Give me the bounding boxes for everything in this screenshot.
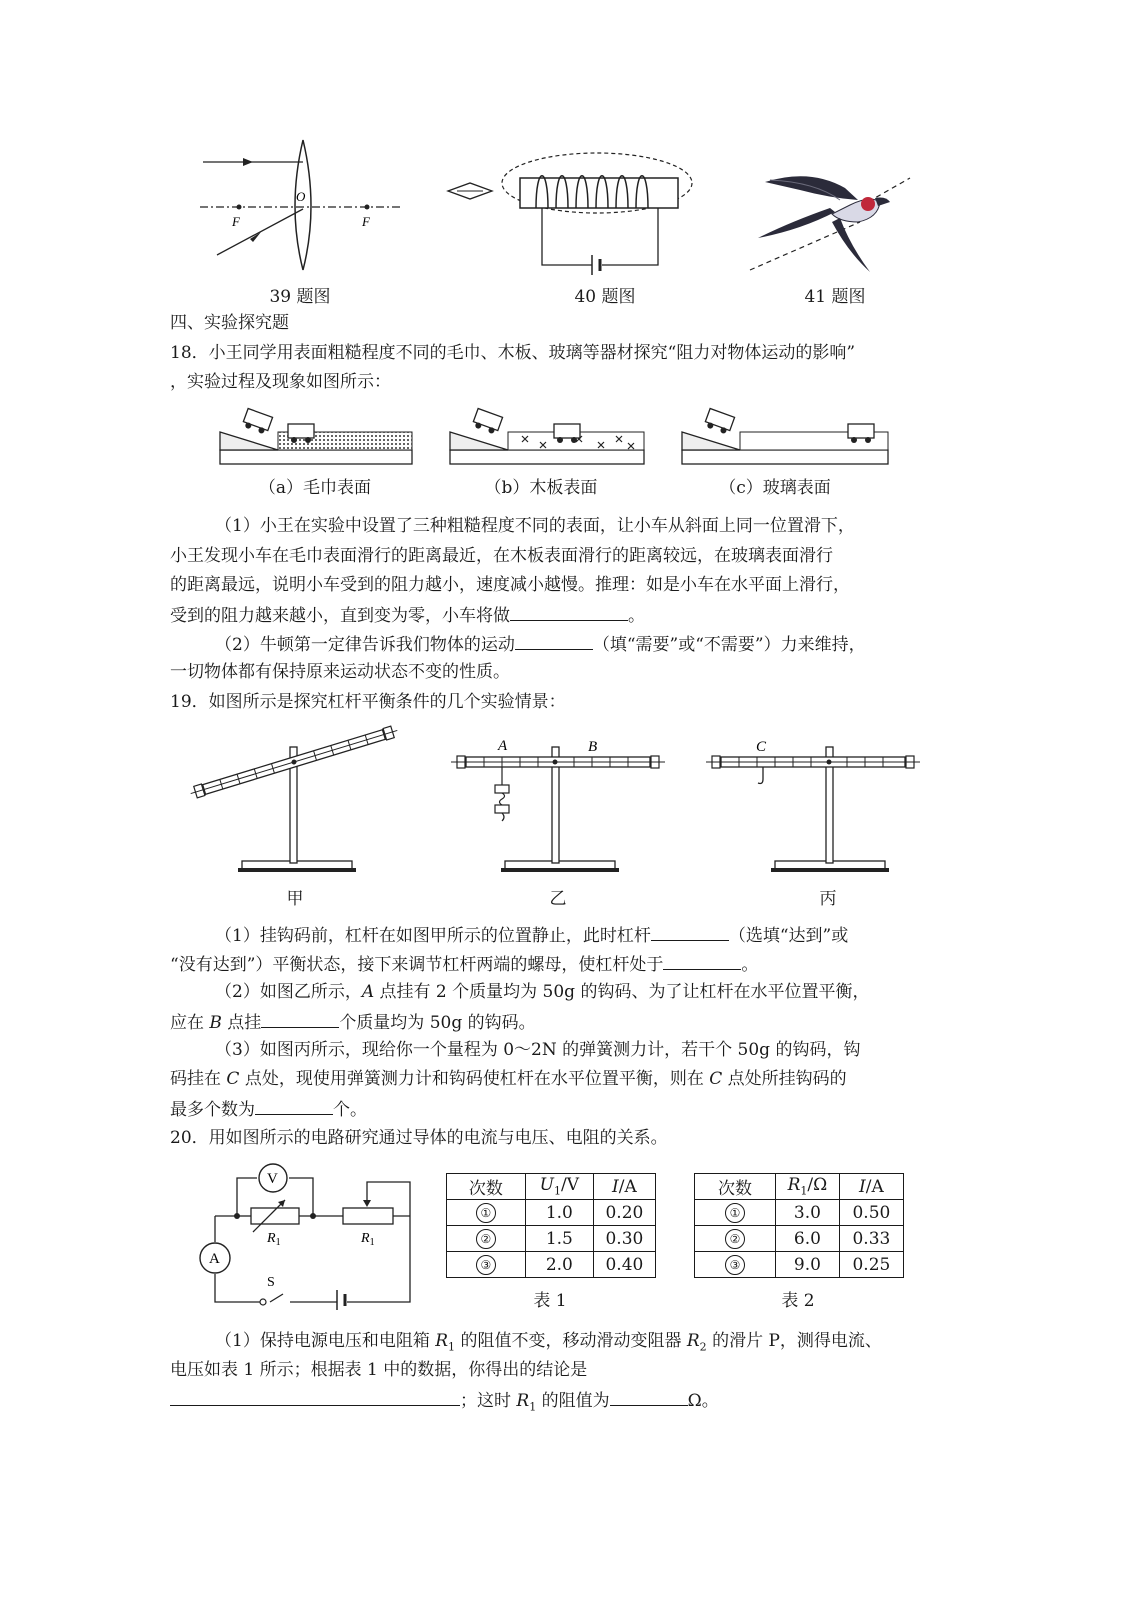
q19-p1-line1-end: （选填“达到”或	[728, 926, 849, 946]
fig40-caption: 40 题图	[574, 287, 636, 307]
table-2-header-cell: 次数	[695, 1174, 776, 1200]
q19-caption-bing: 丙	[819, 889, 837, 909]
q18-p1-line3: 的距离最远，说明小车受到的阻力越小，速度减小越慢。推理：如是小车在水平面上滑行，	[170, 575, 850, 595]
ammeter-label: A	[209, 1251, 220, 1267]
table-2-header	[695, 1174, 904, 1200]
figure-41-swallow-drawing	[740, 160, 920, 280]
q19-p3-line2-e: 点处所挂钩码的	[722, 1069, 847, 1089]
answer-blank-q20-1[interactable]	[170, 1389, 460, 1406]
label-f-left: F	[232, 214, 240, 229]
label-c: C	[756, 739, 767, 755]
q18-p2-line1	[215, 633, 866, 655]
answer-blank-q19-1[interactable]	[651, 924, 729, 941]
q20-p1-line3-var: R	[516, 1391, 530, 1411]
q19-p3-line2-c: 点处，现使用弹簧测力计和钩码使杠杆在水平位置平衡，则在	[239, 1069, 710, 1089]
q19-figure-jia	[190, 725, 400, 880]
q18-p1-line1: （1）小王在实验中设置了三种粗糙程度不同的表面，让小车从斜面上同一位置滑下，	[215, 516, 855, 536]
q18-p1-line2: 小王发现小车在毛巾表面滑行的距离最近，在木板表面滑行的距离较远，在玻璃表面滑行	[170, 546, 833, 566]
q19-p2-var-b: B	[209, 1013, 222, 1033]
table-2-caption: 表 2	[781, 1291, 815, 1311]
table-row: ③ 2.0 0.40	[447, 1252, 656, 1278]
q20-p1-d: 的阻值不变，移动滑动变阻器	[455, 1331, 687, 1351]
table-1-header-cell: I/A	[593, 1174, 655, 1200]
q18-caption-c: （c）玻璃表面	[719, 478, 831, 498]
table-1-caption: 表 1	[533, 1291, 567, 1311]
q18-p1-line4-end: 。	[628, 606, 645, 626]
q19-p3-line2-a: 码挂在	[170, 1069, 227, 1089]
q19-figure-bing	[703, 735, 923, 880]
q19-p3-line2	[170, 1069, 847, 1089]
table-1-header	[447, 1174, 656, 1200]
q19-p2-text-a: （2）如图乙所示，	[215, 982, 362, 1002]
q20-p1-var-r2: R	[686, 1331, 700, 1351]
table-row: ① 3.0 0.50	[695, 1200, 904, 1226]
q19-p3-line1: （3）如图丙所示，现给你一个量程为 0～2N 的弹簧测力计，若干个 50g 的钩码，钩	[215, 1040, 861, 1060]
q18-stem-line2: ，实验过程及现象如图所示：	[170, 372, 391, 392]
answer-blank-q19-3[interactable]	[261, 1011, 339, 1028]
q20-p1-line3-a: ；这时	[460, 1391, 517, 1411]
q19-p1-line1	[215, 924, 848, 946]
table-row: ③ 9.0 0.25	[695, 1252, 904, 1278]
q18-figure-glass	[680, 402, 892, 468]
fig39-caption: 39 题图	[269, 287, 331, 307]
q18-p1-line4	[170, 604, 645, 626]
q18-caption-b: （b）木板表面	[484, 478, 598, 498]
table-row: ② 1.5 0.30	[447, 1226, 656, 1252]
q19-p2-text-c: 点挂有 2 个质量均为 50g 的钩码、为了让杠杆在水平位置平衡，	[374, 982, 870, 1002]
q19-p2-line2-c: 点挂	[221, 1013, 262, 1033]
q18-stem-line1: 18．小王同学用表面粗糙程度不同的毛巾、木板、玻璃等器材探究“阻力对物体运动的影响”	[170, 343, 856, 363]
q19-figure-yi	[448, 735, 668, 880]
table-1-header-cell: 次数	[447, 1174, 526, 1200]
q19-p1-line2-end: 。	[741, 955, 759, 975]
q20-p1-a: （1）保持电源电压和电阻箱	[215, 1331, 436, 1351]
q18-p2-line1-end: （填“需要”或“不需要”）力来维持，	[592, 635, 866, 655]
q20-p1-var-r: R	[435, 1331, 449, 1351]
q20-p1-line3	[170, 1389, 719, 1417]
q19-stem: 19．如图所示是探究杠杆平衡条件的几个实验情景：	[170, 692, 566, 712]
q18-caption-a: （a）毛巾表面	[258, 478, 372, 498]
table-row: ① 1.0 0.20	[447, 1200, 656, 1226]
q19-p2-var-a: A	[361, 982, 375, 1002]
q19-caption-yi: 乙	[549, 889, 567, 909]
q19-caption-jia: 甲	[286, 889, 304, 909]
table-1	[446, 1173, 656, 1278]
q20-p1-line1	[215, 1331, 882, 1357]
q19-p2-line2-a: 应在	[170, 1013, 210, 1033]
q19-p2-line2-d: 个质量均为 50g 的钩码。	[339, 1013, 536, 1033]
voltmeter-label: V	[267, 1171, 278, 1187]
q18-figure-wood	[448, 402, 648, 468]
label-f-right: F	[362, 214, 370, 229]
q20-stem: 20．用如图所示的电路研究通过导体的电流与电压、电阻的关系。	[170, 1128, 668, 1148]
table-2-header-cell: $R_1/\Omega$	[776, 1174, 840, 1200]
q19-p3-line3-b: 个。	[333, 1100, 367, 1120]
q20-p1-line3-d: 的阻值为	[536, 1391, 610, 1411]
table-row: ② 6.0 0.33	[695, 1226, 904, 1252]
r2-label: $R_1$	[361, 1231, 375, 1248]
label-a: A	[498, 738, 508, 754]
fig41-caption: 41 题图	[804, 287, 866, 307]
q20-p1-g: 的滑片 P，测得电流、	[706, 1331, 882, 1351]
figure-39-lens-diagram	[195, 135, 405, 270]
answer-blank-q18-1[interactable]	[510, 604, 628, 621]
answer-blank-q19-2[interactable]	[663, 953, 741, 970]
label-b: B	[588, 739, 598, 755]
label-o: O	[296, 189, 306, 204]
q18-p2-line1-text: （2）牛顿第一定律告诉我们物体的运动	[215, 635, 515, 655]
q19-p3-line3	[170, 1098, 367, 1120]
q19-p1-line2	[170, 953, 758, 975]
q19-p2-line1	[215, 982, 869, 1002]
q19-p3-line3-a: 最多个数为	[170, 1100, 255, 1120]
r1-label: $R_1$	[267, 1231, 281, 1248]
q20-p1-sub-2: 2	[699, 1340, 707, 1354]
q20-p1-line3-sub: 1	[529, 1400, 537, 1414]
figure-40-solenoid-diagram	[440, 145, 700, 275]
q20-p1-sub-1: 1	[448, 1340, 456, 1354]
q18-p1-line4-text: 受到的阻力越来越小，直到变为零，小车将做	[170, 606, 510, 626]
q20-circuit-diagram	[195, 1160, 420, 1310]
table-2	[694, 1173, 904, 1278]
q18-figure-towel	[218, 402, 416, 468]
table-2-header-cell: I/A	[839, 1174, 903, 1200]
table-1-header-cell: $U_1/V$	[525, 1174, 593, 1200]
q19-p2-line2	[170, 1011, 536, 1033]
answer-blank-q19-4[interactable]	[255, 1098, 333, 1115]
q20-p1-line3-e: Ω。	[687, 1391, 719, 1411]
q19-p3-var-c1: C	[226, 1069, 240, 1089]
q19-p3-var-c2: C	[709, 1069, 723, 1089]
q19-p1-line1-text: （1）挂钩码前，杠杆在如图甲所示的位置静止，此时杠杆	[215, 926, 651, 946]
q18-p2-line2: 一切物体都有保持原来运动状态不变的性质。	[170, 662, 510, 682]
answer-blank-q18-2[interactable]	[515, 633, 593, 650]
q20-p1-line2: 电压如表 1 所示；根据表 1 中的数据，你得出的结论是	[170, 1360, 588, 1380]
section-heading: 四、实验探究题	[170, 313, 289, 333]
answer-blank-q20-2[interactable]	[610, 1389, 688, 1406]
switch-label: S	[267, 1275, 275, 1290]
q19-p1-line2-text: “没有达到”）平衡状态，接下来调节杠杆两端的螺母，使杠杆处于	[170, 955, 664, 975]
